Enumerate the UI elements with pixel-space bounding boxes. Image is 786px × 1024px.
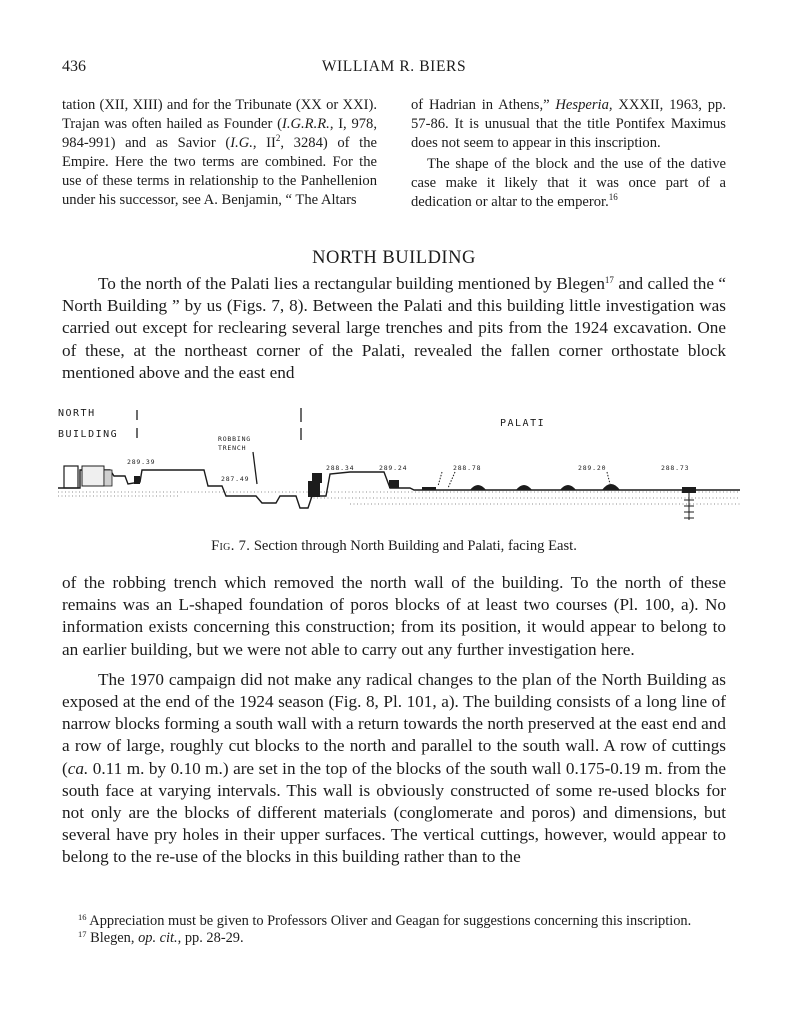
elevation-label: 289.39 xyxy=(127,458,156,466)
elevation-label: 288.34 xyxy=(326,464,355,472)
footnote-17: $^{17}$ Blegen, op. cit., pp. 28-29. xyxy=(78,929,244,946)
left-column-paragraph: tation (XII, XIII) and for the Tribunate (XX or XXI). Trajan was often hailed as Founder (I.G.R.R., I, 978, 984-991) and as Savior (I.G., $II^2$, 3284) of the Empire. Here the two terms are combined. For the use of these terms in relationship to the Panhellenion under his successor, see A. Benjamin, “ The Altars xyxy=(62,97,377,208)
elevation-label: 288.73 xyxy=(661,464,690,472)
figure-number: Fig. 7. xyxy=(211,538,251,554)
probe-marker xyxy=(684,492,694,520)
body-text-after-figure xyxy=(62,572,726,869)
ground-profile xyxy=(58,470,740,508)
footnote-16: $^{16}$ Appreciation must be given to Professors Oliver and Geagan for suggestions concerning this inscription. xyxy=(78,912,692,929)
body-paragraph-3: The 1970 campaign did not make any radical changes to the plan of the North Building as exposed at the end of the 1924 season (Fig. 8, Pl. 101, a). The building consists of a long line of narrow blocks forming a south wall with a return towards the north preserved at the east end and a row of large, roughly cut blocks to the north and parallel to the south wall. A row of cuttings (ca. 0.11 m. by 0.10 m.) are set in the top of the blocks of the south wall 0.175-0.19 m. from the south face at varying intervals. This wall is obviously constructed of some re-used blocks for not only are the blocks of different materials (conglomerate and poros) and dimensions, but several have pry holes in their upper surfaces. The vertical cuttings, however, would appear to belong to the re-use of the blocks in this building rather than to the xyxy=(62,669,726,867)
section-heading: NORTH BUILDING xyxy=(312,248,476,268)
footnote-continuation-left-column xyxy=(62,96,377,210)
label-robbing: ROBBING xyxy=(218,435,251,443)
figure-7-section-drawing xyxy=(50,400,740,535)
figure-caption xyxy=(62,538,726,555)
elevation-label: 289.20 xyxy=(578,464,607,472)
label-north: NORTH xyxy=(58,408,96,419)
footnotes xyxy=(62,913,726,947)
figure-caption-text: Section through North Building and Palati, facing East. xyxy=(253,538,577,554)
right-column-paragraph-2: The shape of the block and the use of the dative case make it likely that it was once part of a dedication or altar to the emperor.$^{16}$ xyxy=(411,156,726,210)
elevation-label: 288.78 xyxy=(453,464,482,472)
label-building: BUILDING xyxy=(58,429,119,440)
elevation-labels xyxy=(127,458,689,483)
body-paragraph-1: To the north of the Palati lies a rectangular building mentioned by Blegen$^{17}$ and called the “ North Building ” by us (Figs. 7, 8). Between the Palati and this building little investigation was carried out except for reclearing several large trenches and pits from the 1924 excavation. One of these, at the northeast corner of the Palati, revealed the fallen corner orthostate block mentioned above and the east end xyxy=(62,274,726,382)
ground-hatching xyxy=(58,492,740,504)
right-column-paragraph-1: of Hadrian in Athens,” Hesperia, XXXII, 1963, pp. 57-86. It is unusual that the title Pontifex Maximus does not seem to appear in this inscription. xyxy=(411,97,726,151)
elevation-label: 289.24 xyxy=(379,464,408,472)
body-paragraph-2: of the robbing trench which removed the north wall of the building. To the north of these remains was an L-shaped foundation of poros blocks of at least two courses (Pl. 100, a). No information exists concerning this construction; from its position, it would appear to belong to an earlier building, but we were not able to carry out any further investigation here. xyxy=(62,573,726,659)
footnote-continuation-right-column xyxy=(411,96,726,212)
label-palati: PALATI xyxy=(500,418,546,429)
running-head: WILLIAM R. BIERS xyxy=(321,58,467,75)
page-number: 436 xyxy=(62,58,86,75)
elevation-label: 287.49 xyxy=(221,475,250,483)
page-header xyxy=(62,58,726,82)
label-trench: TRENCH xyxy=(218,444,247,452)
